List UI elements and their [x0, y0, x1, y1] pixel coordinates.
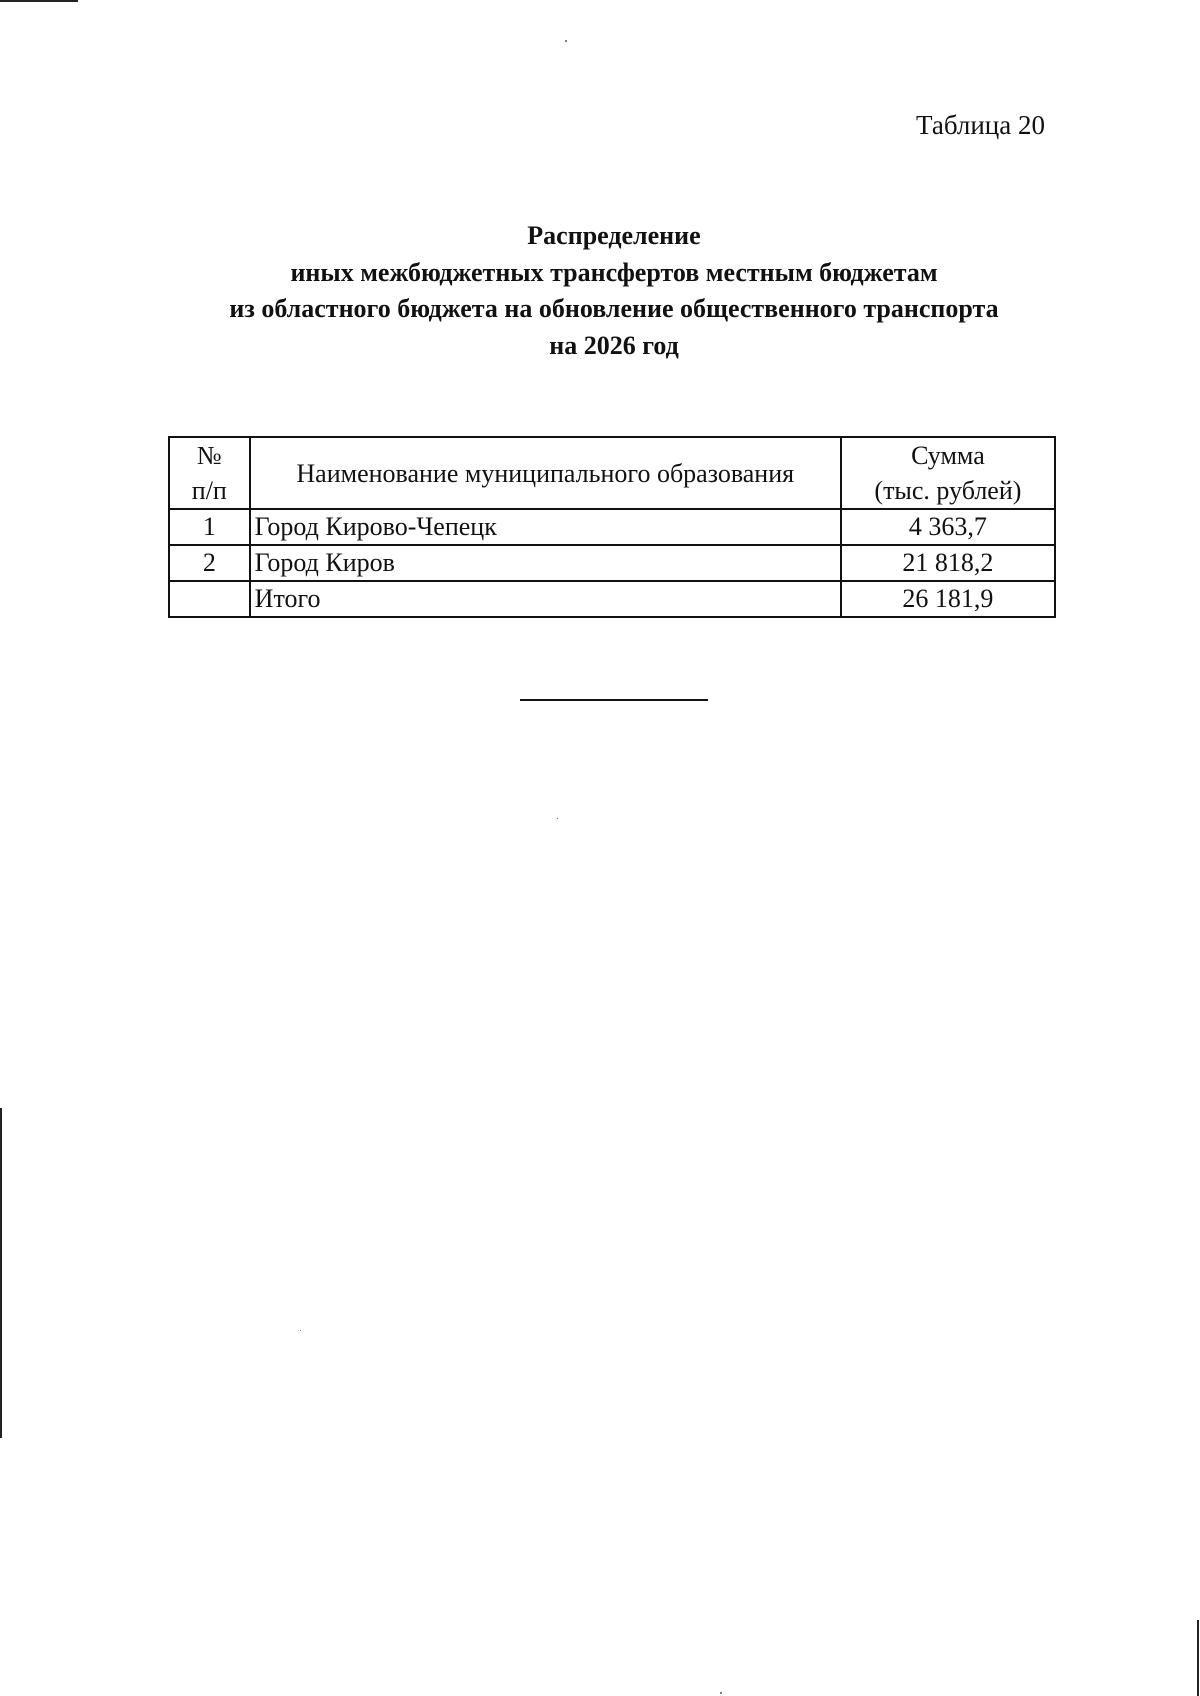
table-total-row — [169, 581, 1055, 617]
scan-speck — [565, 40, 567, 42]
scan-edge-mark-left — [0, 1108, 2, 1438]
table-header-row — [169, 437, 1055, 509]
row-total-label: Итого — [250, 581, 841, 617]
header-amount-unit: (тыс. рублей) — [874, 476, 1022, 505]
header-amount — [841, 437, 1055, 509]
header-municipality-name: Наименование муниципального образования — [250, 437, 841, 509]
row-amount: 4 363,7 — [841, 509, 1055, 545]
header-amount-title: Сумма — [911, 441, 985, 470]
title-line: Распределение — [527, 221, 701, 250]
row-number — [169, 581, 250, 617]
header-number-sign: № — [196, 441, 222, 470]
table-row — [169, 509, 1055, 545]
header-number — [169, 437, 250, 509]
scan-edge-mark-top — [0, 0, 78, 2]
row-municipality: Город Кирово-Чепецк — [250, 509, 841, 545]
row-number: 1 — [169, 509, 250, 545]
row-number: 2 — [169, 545, 250, 581]
table-number-label: Таблица 20 — [916, 110, 1045, 140]
header-number-pp: п/п — [191, 476, 227, 505]
title-line: на 2026 год — [549, 330, 679, 360]
row-municipality: Город Киров — [250, 545, 841, 581]
title-line: из областного бюджета на обновление общественного транспорта — [229, 294, 999, 323]
row-amount: 21 818,2 — [841, 545, 1055, 581]
distribution-table — [168, 436, 1056, 618]
scan-speck — [300, 1330, 301, 1331]
scan-edge-mark-right — [1197, 1620, 1199, 1696]
scan-speck — [720, 1692, 722, 1694]
document-title — [0, 218, 1200, 364]
row-total-amount: 26 181,9 — [841, 581, 1055, 617]
end-of-table-rule — [520, 699, 708, 701]
table-row — [169, 545, 1055, 581]
title-line: иных межбюджетных трансфертов местным бюджетам — [290, 257, 938, 287]
scan-speck — [557, 818, 558, 819]
